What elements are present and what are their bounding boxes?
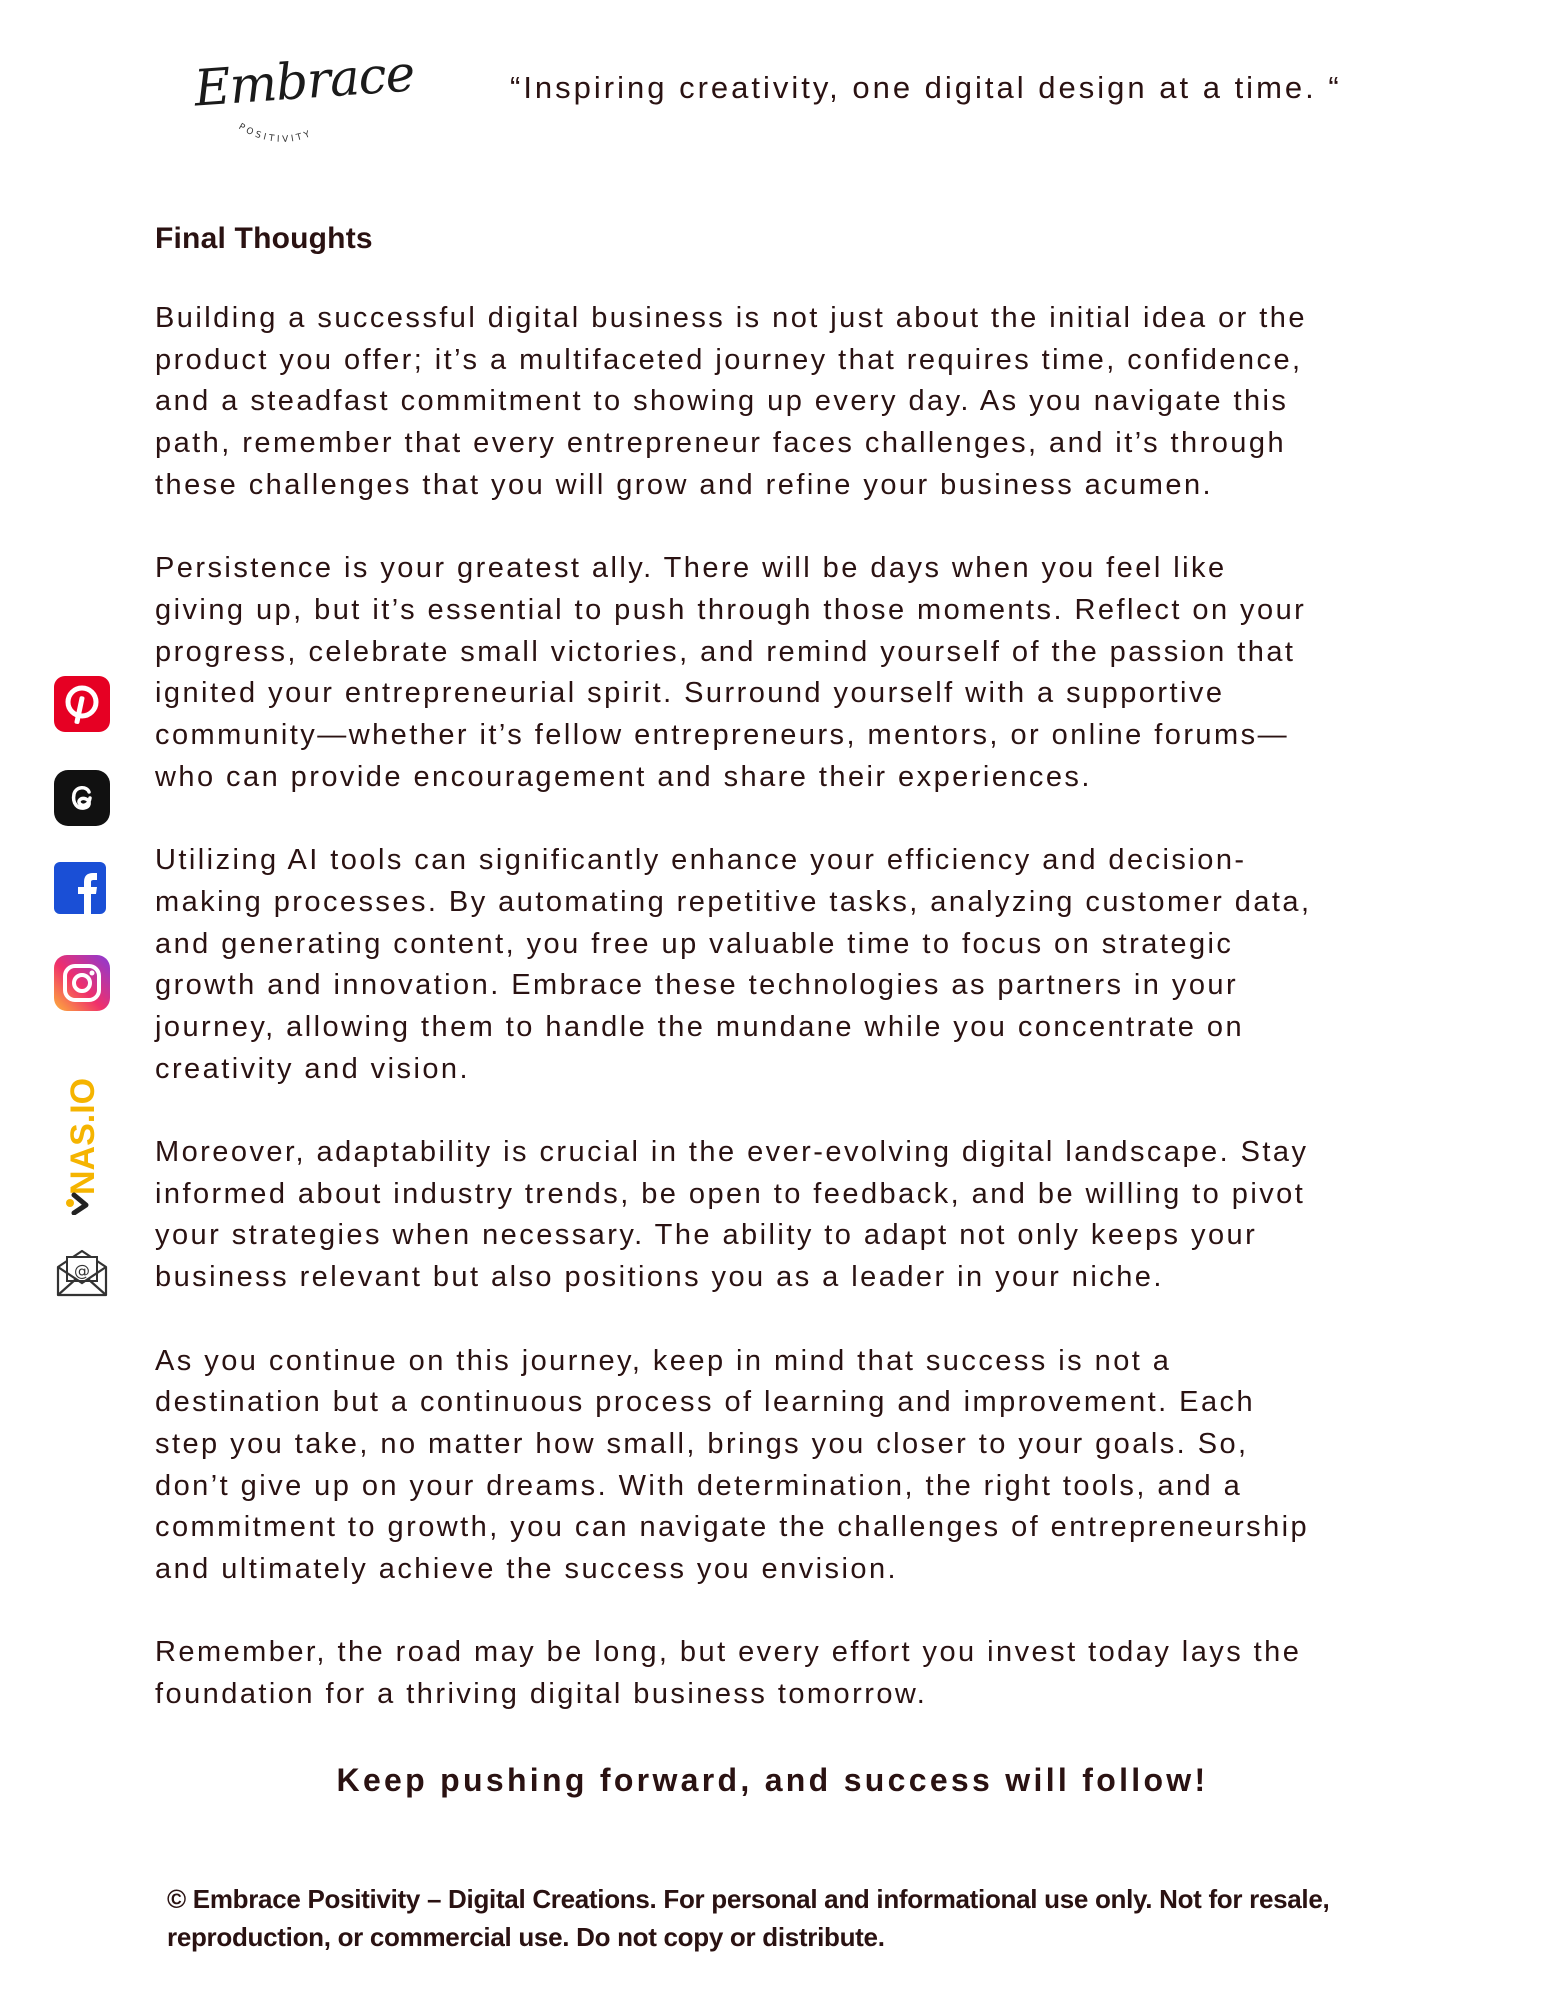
paragraph-5: As you continue on this journey, keep in mind that success is not a destination but a continuous process of learning and improvement. Each step you take, no matter how small, brings you closer to your goals. So, don’t give up on your dreams. With determination, the right tools, and a commitment to growth, you can navigate the challenges of entrepreneurship and ultimately achieve the success you envision. xyxy=(155,1344,1310,1586)
logo-wordmark: Embrace xyxy=(192,44,416,118)
article-body xyxy=(155,222,1415,1758)
threads-icon[interactable] xyxy=(54,770,110,826)
closing-line: Keep pushing forward, and success will follow! xyxy=(336,1762,1209,1798)
copyright-notice: © Embrace Positivity – Digital Creations. For personal and informational use only. Not for resale, reproduction, or commercial use. Do not copy or distribute. xyxy=(167,1884,1330,1952)
facebook-icon[interactable] xyxy=(54,862,110,918)
svg-text:@: @ xyxy=(74,1261,90,1280)
paragraph-1: Building a successful digital business is not just about the initial idea or the product you offer; it’s a multifaceted journey that requires time, confidence, and a steadfast commitment to showing up every day. As you navigate this path, remember that every entrepreneur faces challenges, and it’s through these challenges that you will grow and refine your business acumen. xyxy=(155,302,1307,501)
paragraph-4: Moreover, adaptability is crucial in the ever-evolving digital landscape. Stay informed about industry trends, be open to feedback, and be willing to pivot your strategies when necessary. The ability to adapt not only keeps your business relevant but also positions you as a leader in your niche. xyxy=(155,1136,1309,1294)
article-heading: Final Thoughts xyxy=(155,222,373,255)
paragraph-6: Remember, the road may be long, but every effort you invest today lays the foundation for a thriving digital business tomorrow. xyxy=(155,1636,1302,1711)
svg-text:POSITIVITY xyxy=(237,122,315,145)
pinterest-icon[interactable] xyxy=(54,676,110,732)
tagline: “Inspiring creativity, one digital design at a time. “ xyxy=(510,70,1342,105)
instagram-icon[interactable] xyxy=(54,955,110,1011)
paragraph-3: Utilizing AI tools can significantly enhance your efficiency and decision- making processes. By automating repetitive tasks, analyzing customer data, and generating content, you free up valuable time to focus on strategic growth and innovation. Embrace these technologies as partners in your journey, allowing them to handle the mundane while you concentrate on creativity and vision. xyxy=(155,844,1312,1085)
nas-io-label: NAS.IO xyxy=(64,1077,102,1195)
brand-logo xyxy=(190,30,416,160)
nas-io-icon[interactable] xyxy=(54,1055,110,1215)
logo-subtext: POSITIVITY xyxy=(236,122,315,145)
email-icon[interactable] xyxy=(54,1245,110,1301)
paragraph-2: Persistence is your greatest ally. There will be days when you feel like giving up, but it’s essential to push through those moments. Reflect on your progress, celebrate small victories, and remind yourself of the passion that ignited your entrepreneurial spirit. Surround yourself with a supportive community—whether it’s fellow entrepreneurs, mentors, or online forums— who can provide encouragement and share their experiences. xyxy=(155,552,1307,793)
